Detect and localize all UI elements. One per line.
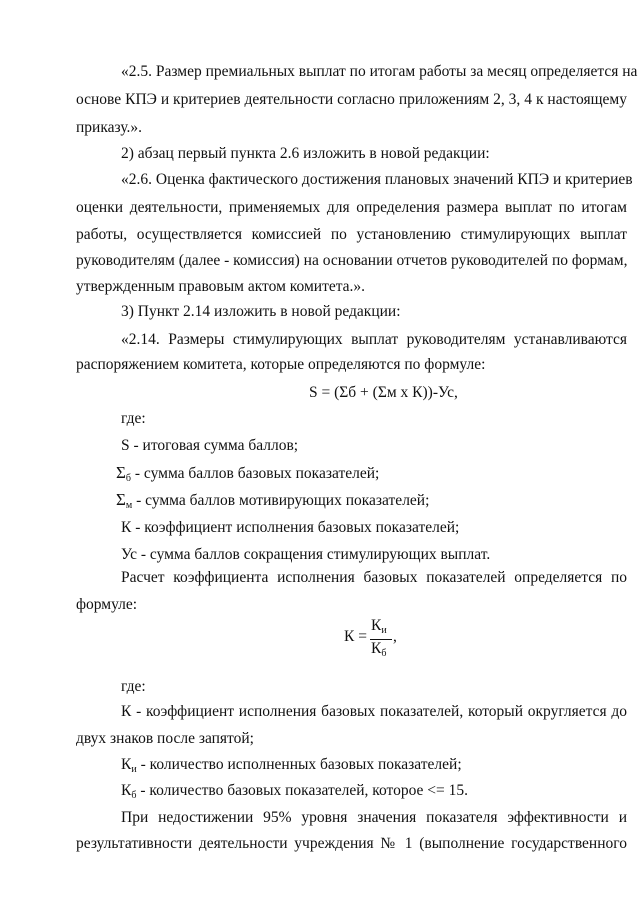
definition-ki: $К_и$ - количество исполненных базовых показателей; xyxy=(121,756,462,775)
formula-k-fraction xyxy=(344,617,404,661)
definition-k-rounding-line-2: двух знаков после запятой; xyxy=(76,730,254,747)
paragraph-2-5-line-2: основе КПЭ и критериев деятельности согласно приложениям 2, 3, 4 к настоящему xyxy=(76,91,627,108)
paragraph-2-6-line-2: оценки деятельности, применяемых для определения размера выплат по итогам xyxy=(76,199,627,216)
definition-k-rounding-line-1: К - коэффициент исполнения базовых показателей, который округляется до xyxy=(121,703,627,720)
fraction-denominator: $К_б$ xyxy=(371,640,387,659)
definition-us: Ус - сумма баллов сокращения стимулирующих выплат. xyxy=(121,546,491,563)
formula-s: S = (Σб + (Σм х К))-Ус, xyxy=(309,384,458,401)
calculation-paragraph-line-2: формуле: xyxy=(76,596,138,613)
paragraph-2-5-line-3: приказу.». xyxy=(76,119,143,136)
definition-kb: $К_б$ - количество базовых показателей, которое <= 15. xyxy=(121,782,469,801)
paragraph-2-6-line-3: работы, осуществляется комиссией по установлению стимулирующих выплат xyxy=(76,226,627,243)
paragraph-2-14-line-1: «2.14. Размеры стимулирующих выплат руководителям устанавливаются xyxy=(121,331,627,348)
definition-text: - сумма баллов мотивирующих показателей; xyxy=(132,492,430,509)
definition-text: - сумма баллов базовых показателей; xyxy=(131,465,380,482)
paragraph-2-6-line-1: «2.6. Оценка фактического достижения плановых значений КПЭ и критериев xyxy=(121,171,633,188)
sigma-symbol: Σ xyxy=(116,463,126,482)
calculation-paragraph-line-1: Расчет коэффициента исполнения базовых показателей определяется по xyxy=(121,569,627,586)
where-label-2: где: xyxy=(121,678,146,695)
paragraph-2-6-line-5: утвержденным правовым актом комитета.». xyxy=(76,278,366,295)
where-label-1: где: xyxy=(121,410,146,427)
sigma-subscript: б xyxy=(125,473,131,484)
fraction-tail: , xyxy=(393,628,397,645)
paragraph-2-6-line-4: руководителям (далее - комиссия) на основании отчетов руководителей по формам, xyxy=(76,252,628,269)
sigma-symbol: Σ xyxy=(116,490,126,509)
closing-paragraph-line-1: При недостижении 95% уровня значения показателя эффективности и xyxy=(121,809,627,826)
paragraph-2-14-line-2: распоряжением комитета, которые определяются по формуле: xyxy=(76,356,486,373)
definition-s: S - итоговая сумма баллов; xyxy=(121,437,299,454)
definition-k: К - коэффициент исполнения базовых показателей; xyxy=(121,519,460,536)
definition-sigma-m xyxy=(116,490,429,511)
item-3-heading: 3) Пункт 2.14 изложить в новой редакции: xyxy=(121,303,401,320)
item-2-heading: 2) абзац первый пункта 2.6 изложить в новой редакции: xyxy=(121,145,490,162)
definition-sigma-b xyxy=(116,463,379,484)
fraction-numerator: $К_и$ xyxy=(371,617,387,636)
fraction-lhs: К = xyxy=(344,628,367,645)
paragraph-2-5-line-1: «2.5. Размер премиальных выплат по итогам работы за месяц определяется на xyxy=(121,63,638,80)
sigma-subscript: м xyxy=(125,500,133,511)
closing-paragraph-line-2: результативности деятельности учреждения № 1 (выполнение государственного xyxy=(76,835,627,852)
